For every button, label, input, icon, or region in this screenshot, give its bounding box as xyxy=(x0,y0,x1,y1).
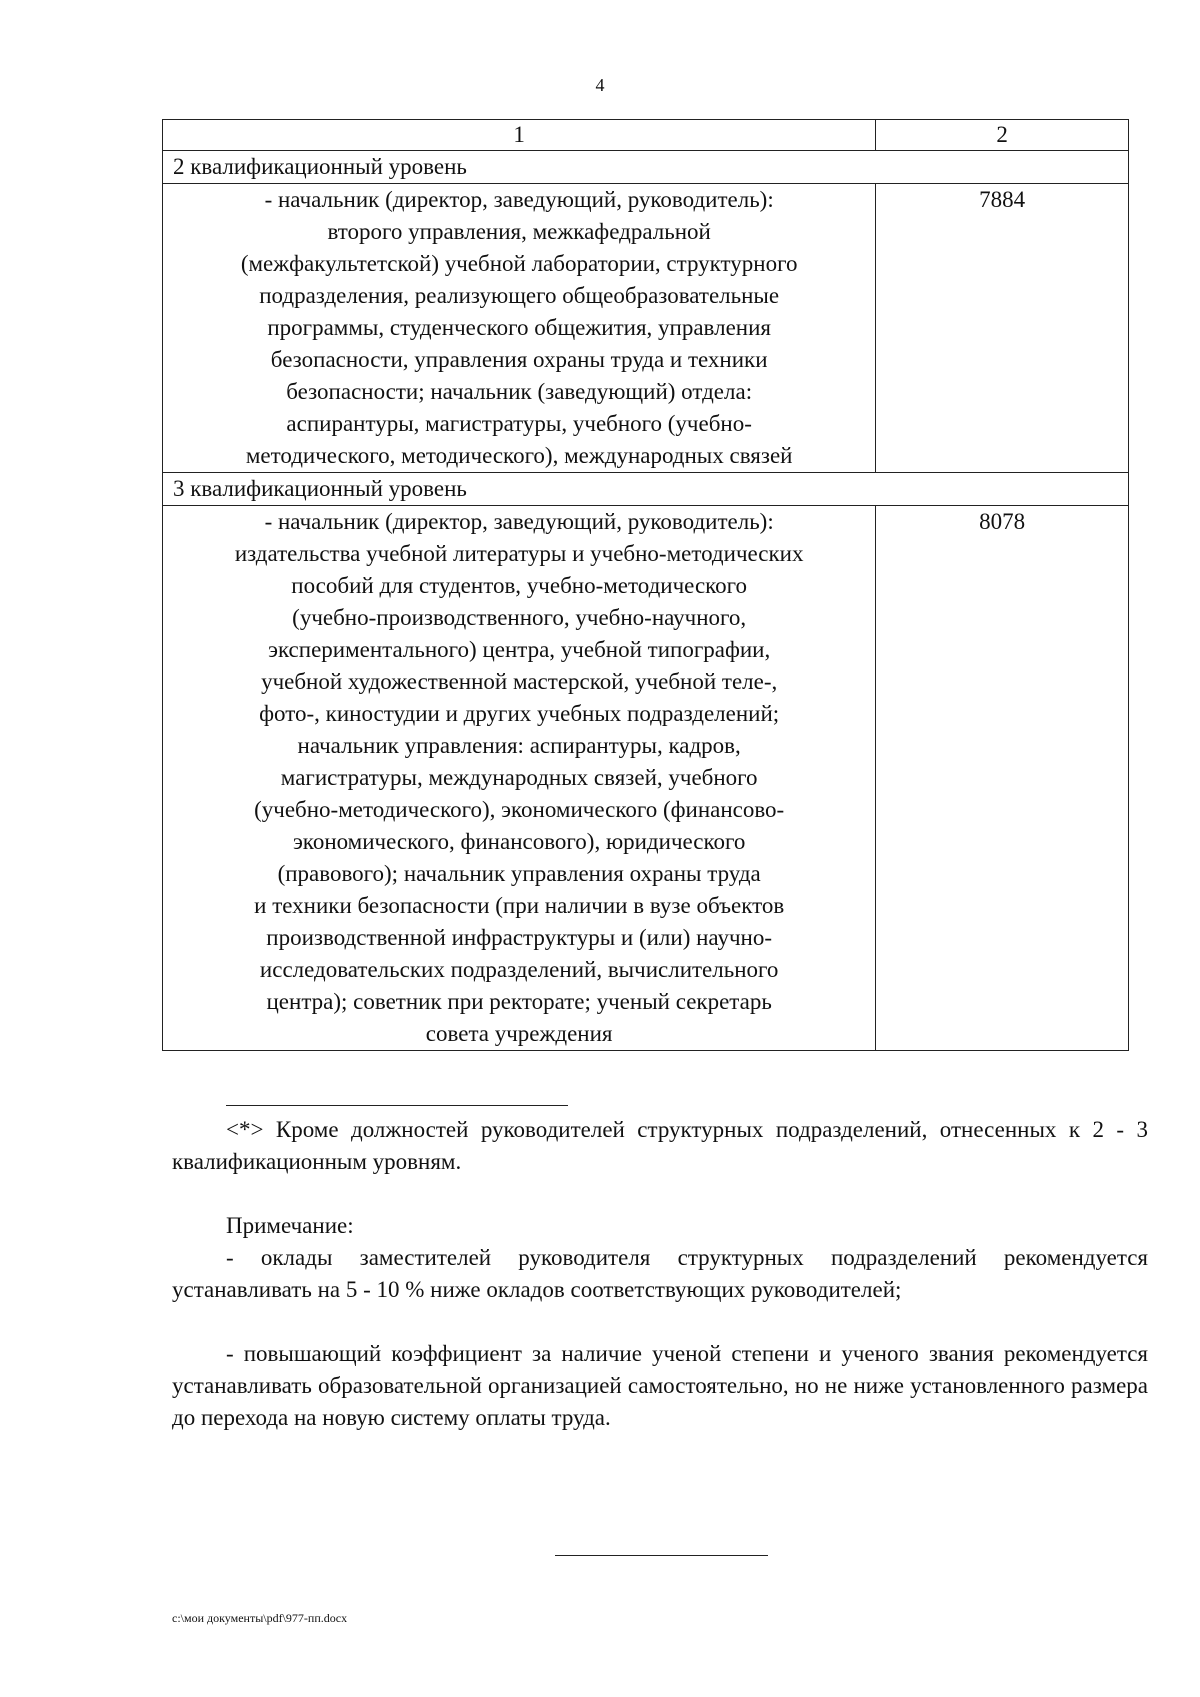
file-path-footer: c:\мои документы\pdf\977-пп.docx xyxy=(172,1611,348,1625)
description-line: (учебно-производственного, учебно-научного, xyxy=(292,605,747,630)
description-line: методического, методического), международных связей xyxy=(245,443,793,468)
description-line: (межфакультетской) учебной лаборатории, структурного xyxy=(240,251,798,276)
description-line: безопасности, управления охраны труда и техники xyxy=(270,347,768,372)
salary-value: 8078 xyxy=(876,506,1129,1051)
position-description xyxy=(163,184,876,473)
page-number: 4 xyxy=(595,75,605,95)
note-item: - оклады заместителей руководителя структурных подразделений рекомендуется устанавливать на 5 - 10 % ниже окладов соответствующих руководителей; xyxy=(172,1245,1148,1302)
description-line: учебной художественной мастерской, учебной теле-, xyxy=(261,669,778,694)
table-row xyxy=(163,506,1129,1051)
note-heading: Примечание: xyxy=(226,1213,354,1238)
description-line: исследовательских подразделений, вычислительного xyxy=(259,957,779,982)
description-line: второго управления, межкафедральной xyxy=(327,219,711,244)
description-line: экспериментального) центра, учебной типографии, xyxy=(268,637,771,662)
description-line: аспирантуры, магистратуры, учебного (учебно- xyxy=(286,411,752,436)
column-header-2: 2 xyxy=(876,120,1129,151)
table-row xyxy=(163,473,1129,506)
description-line: - начальник (директор, заведующий, руководитель): xyxy=(264,187,774,212)
description-line: безопасности; начальник (заведующий) отдела: xyxy=(286,379,753,404)
footnote-text: <*> Кроме должностей руководителей структурных подразделений, отнесенных к 2 - 3 квалификационным уровням. xyxy=(172,1117,1148,1174)
footnote-separator xyxy=(226,1105,568,1106)
table-header-row xyxy=(163,120,1129,151)
description-line: центра); советник при ректорате; ученый секретарь xyxy=(266,989,772,1014)
description-line: пособий для студентов, учебно-методического xyxy=(291,573,748,598)
description-line: магистратуры, международных связей, учебного xyxy=(280,765,758,790)
description-line: издательства учебной литературы и учебно-методических xyxy=(234,541,804,566)
qualification-level-heading: 3 квалификационный уровень xyxy=(163,473,1129,506)
description-line: начальник управления: аспирантуры, кадров, xyxy=(297,733,741,758)
qualification-level-heading: 2 квалификационный уровень xyxy=(163,151,1129,184)
description-line: (правового); начальник управления охраны труда xyxy=(277,861,761,886)
description-line: и техники безопасности (при наличии в вузе объектов xyxy=(254,893,785,918)
description-line: фото-, киностудии и других учебных подразделений; xyxy=(259,701,780,726)
description-line: производственной инфраструктуры и (или) научно- xyxy=(266,925,773,950)
column-header-1: 1 xyxy=(163,120,876,151)
description-line: экономического, финансового), юридического xyxy=(292,829,746,854)
position-description xyxy=(163,506,876,1051)
note-item: - повышающий коэффициент за наличие ученой степени и ученого звания рекомендуется устанавливать образовательной организацией самостоятельно, но не ниже установленного размера до перехода на новую систему оплаты труда. xyxy=(172,1341,1148,1430)
table-row xyxy=(163,184,1129,473)
salary-table xyxy=(162,119,1129,1051)
description-line: - начальник (директор, заведующий, руководитель): xyxy=(264,509,774,534)
description-line: совета учреждения xyxy=(425,1021,613,1046)
table-row xyxy=(163,151,1129,184)
description-line: программы, студенческого общежития, управления xyxy=(267,315,771,340)
description-line: подразделения, реализующего общеобразовательные xyxy=(259,283,780,308)
salary-value: 7884 xyxy=(876,184,1129,473)
end-separator xyxy=(555,1555,768,1556)
description-line: (учебно-методического), экономического (финансово- xyxy=(254,797,785,822)
